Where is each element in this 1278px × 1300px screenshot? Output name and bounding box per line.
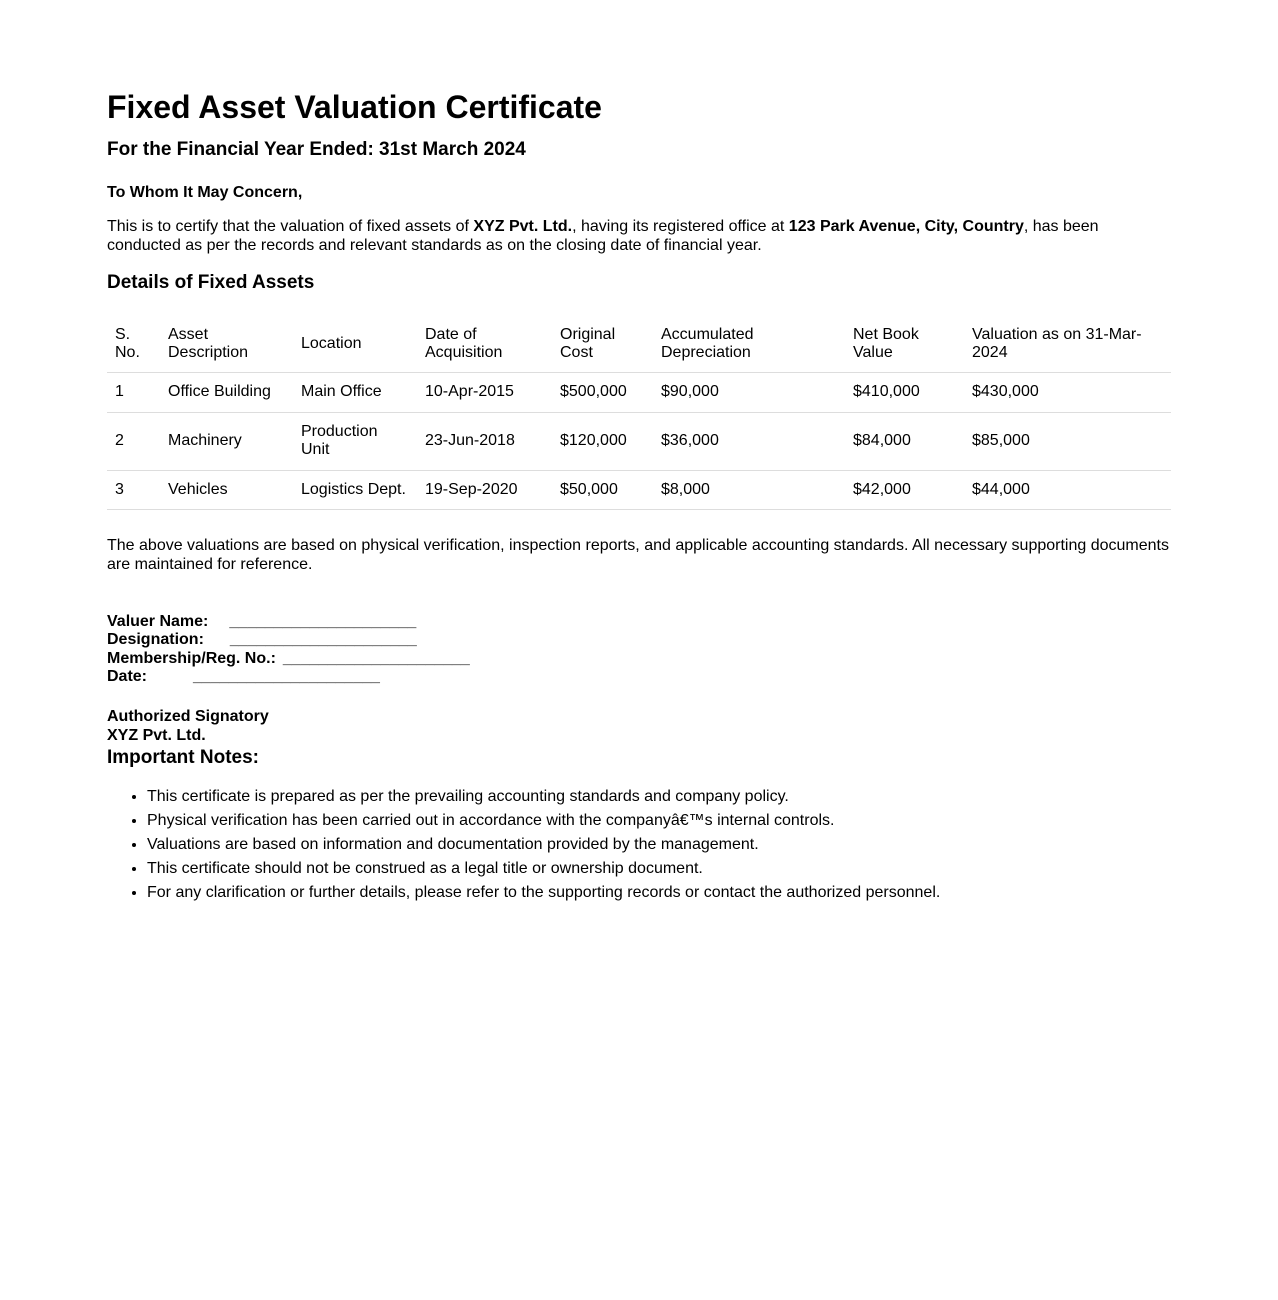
note-item: • For any clarification or further details, please refer to the supporting records or contact the authorized personnel. [147,881,1171,905]
intro-text-1: This is to certify that the valuation of fixed assets of [107,218,474,236]
column-header-location: Location [293,316,417,373]
authorized-signatory-block [107,708,1171,745]
cell-valuation: $44,000 [964,470,1171,509]
note-item: • This certificate is prepared as per the prevailing accounting standards and company policy. [147,785,1171,809]
membership-line [107,650,470,667]
designation-blank: _____________________ [229,631,417,649]
cell-location: Production Unit [293,412,417,470]
date-blank: _____________________ [193,667,380,685]
cell-asset-description: Office Building [160,373,293,412]
valuer-signature-block [107,613,1171,687]
membership-label: Membership/Reg. No.: [107,649,276,667]
cell-date-of-acquisition: 19-Sep-2020 [417,470,552,509]
cell-original-cost: $50,000 [552,470,653,509]
note-item: • This certificate should not be construed as a legal title or ownership document. [147,857,1171,881]
intro-text-3: , has been conducted as per the records and relevant standards as on the closing date of financial year. [107,218,1099,254]
column-header-valuation: Valuation as on 31-Mar-2024 [964,316,1171,373]
cell-original-cost: $500,000 [552,373,653,412]
table-row [107,373,1171,412]
date-line [107,668,380,685]
valuation-note: The above valuations are based on physical verification, inspection reports, and applicable accounting standards. All necessary supporting documents are maintained for reference. [107,536,1169,573]
table-row [107,470,1171,509]
note-item: • Valuations are based on information and documentation provided by the management. [147,833,1171,857]
cell-location: Main Office [293,373,417,412]
column-header-original-cost: Original Cost [552,316,653,373]
page-title: Fixed Asset Valuation Certificate [107,89,602,125]
cell-original-cost: $120,000 [552,412,653,470]
cell-location: Logistics Dept. [293,470,417,509]
note-item: • Physical verification has been carried out in accordance with the companyâ€™s internal controls. [147,809,1171,833]
intro-text-2: , having its registered office at [572,218,789,236]
important-notes-heading: Important Notes: [107,747,259,769]
valuer-name-blank: _____________________ [229,612,417,630]
cell-accumulated-depreciation: $90,000 [653,373,845,412]
cell-sno: 2 [107,412,160,470]
company-name: XYZ Pvt. Ltd. [473,218,573,236]
column-header-accumulated-depreciation: Accumulated Depreciation [653,316,845,373]
cell-accumulated-depreciation: $36,000 [653,412,845,470]
cell-sno: 3 [107,470,160,509]
fixed-assets-table [107,316,1171,510]
important-notes-list [107,785,1171,905]
designation-label: Designation: [107,631,204,649]
cell-net-book-value: $410,000 [845,373,964,412]
cell-valuation: $430,000 [964,373,1171,412]
table-row [107,412,1171,470]
membership-blank: _____________________ [282,649,470,667]
cell-net-book-value: $42,000 [845,470,964,509]
designation-line [107,631,417,648]
authorized-signatory-label: Authorized Signatory [107,708,269,726]
column-header-date-of-acquisition: Date of Acquisition [417,316,552,373]
salutation: To Whom It May Concern, [107,183,303,201]
details-section-heading: Details of Fixed Assets [107,271,315,293]
cell-accumulated-depreciation: $8,000 [653,470,845,509]
valuer-name-label: Valuer Name: [107,612,209,630]
cell-date-of-acquisition: 10-Apr-2015 [417,373,552,412]
cell-asset-description: Vehicles [160,470,293,509]
authorized-company: XYZ Pvt. Ltd. [107,726,206,744]
valuer-name-line [107,613,416,630]
cell-asset-description: Machinery [160,412,293,470]
intro-paragraph [107,218,1171,256]
cell-date-of-acquisition: 23-Jun-2018 [417,412,552,470]
column-header-asset-description: Asset Description [160,316,293,373]
table-header-row [107,316,1171,373]
company-address: 123 Park Avenue, City, Country [788,218,1024,236]
financial-year-subtitle: For the Financial Year Ended: 31st March 2024 [107,138,526,160]
date-label: Date: [107,667,148,685]
column-header-net-book-value: Net Book Value [845,316,964,373]
cell-valuation: $85,000 [964,412,1171,470]
cell-net-book-value: $84,000 [845,412,964,470]
column-header-sno: S. No. [107,316,160,373]
cell-sno: 1 [107,373,160,412]
